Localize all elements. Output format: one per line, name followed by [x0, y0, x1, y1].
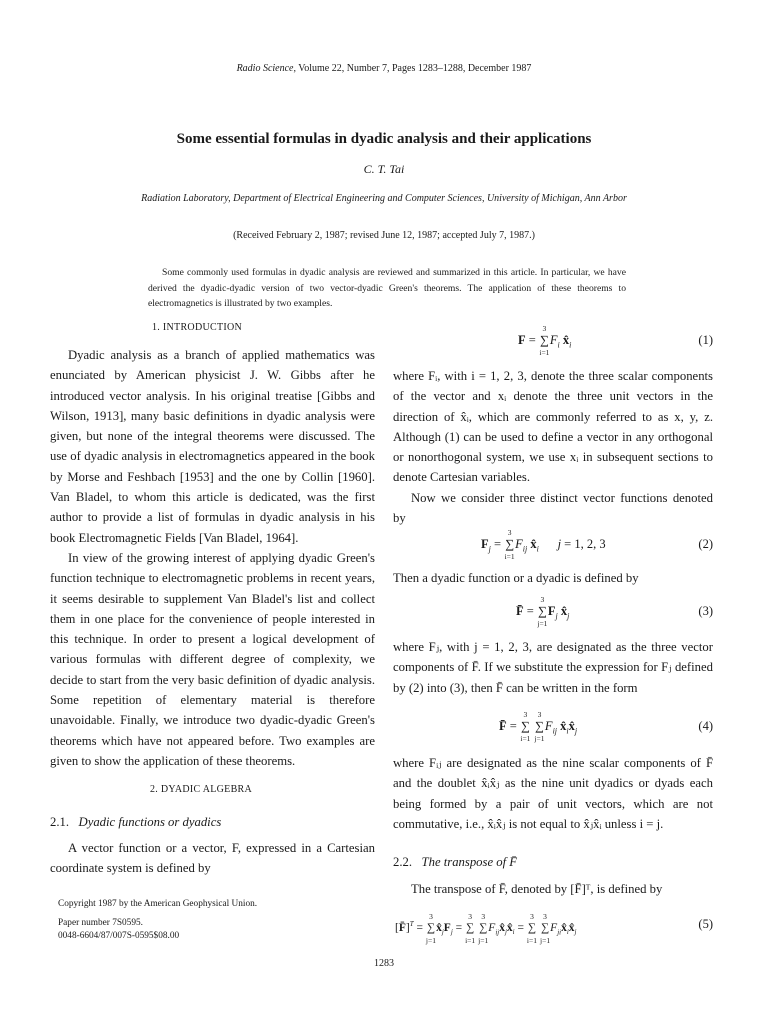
paragraph-intro-1: Dyadic analysis as a branch of applied mathematics was enunciated by American physicist J. W. Gibbs after he introduced vector analysis. In his original treatise [Gibbs and Wilson, 1913], many basic definitions in dyadic analysis were given, but none of the integral theorems were discussed. The use of dyadic analysis in electromagnetics appeared in the book by Morse and Feshbach [1953] and the one by Collin [1960]. Van Bladel, to whom this article is dedicated, was the first author to provide a list of formulas in dyadic analysis in his book Electromagnetic Fields [Van Bladel, 1964]. [50, 348, 375, 545]
paragraph-transpose: The transpose of F̄, denoted by [F̄]ᵀ, is defined by [411, 882, 663, 896]
left-column-body [50, 345, 375, 771]
right-column-body-4 [393, 753, 713, 834]
paragraph-three-functions: Now we consider three distinct vector functions denoted by [393, 490, 713, 526]
footnotes [58, 898, 378, 943]
section-heading-dyadic-algebra: 2. DYADIC ALGEBRA [150, 784, 253, 795]
equation-number: (3) [698, 604, 713, 618]
subsection-heading-2-2 [393, 855, 713, 870]
page-number: 1283 [374, 958, 394, 969]
running-head [0, 63, 768, 74]
right-column-body-3 [393, 637, 713, 698]
equation-number: (1) [698, 333, 713, 347]
equation-number: (5) [698, 917, 713, 931]
subsection-title: The transpose of F̄ [421, 855, 518, 869]
paragraph-dyadic-definition: Then a dyadic function or a dyadic is defined by [393, 571, 639, 585]
subsection-number: 2.1. [50, 815, 70, 829]
paper-number: Paper number 7S0595. [58, 918, 143, 928]
abstract: Some commonly used formulas in dyadic analysis are reviewed and summarized in this article. In particular, we have derived the dyadic-dyadic version of two vector-dyadic Green's theorems. The application of these theorems to electromagnetics is illustrated by two examples. [148, 267, 626, 309]
section-heading-introduction: 1. INTRODUCTION [152, 322, 243, 333]
subsection-number: 2.2. [393, 855, 413, 869]
right-column-body-2 [393, 568, 713, 588]
journal-name: Radio Science, [236, 63, 296, 74]
paragraph-vector-definition: A vector function or a vector, F, expressed in a Cartesian coordinate system is defined by [50, 841, 375, 876]
equation-4: F̄ = ∑ 3 i=1 ∑ 3 j=1 $F_{ij}$ $x̂_ix̂_j$ (4) [499, 710, 713, 743]
paragraph-components: where Fᵢ, with i = 1, 2, 3, denote the three scalar components of the vector and xᵢ denote the three unit vectors in the direction of x̂ᵢ, which are commonly referred to as x, y, z. Although (1) can be used to define a vector in any orthogonal or nonorthogonal system, we use xᵢ in subsequent sections to denote Cartesian variables. [393, 369, 713, 485]
subsection-heading-2-1 [50, 815, 375, 830]
equation-2: $F_j$ = ∑ 3 i=1 $F_{ij}$ $x̂_i$ j = 1, 2, 3 (2) [481, 528, 713, 561]
equation-number: (2) [698, 537, 713, 551]
journal-citation: Volume 22, Number 7, Pages 1283–1288, December 1987 [295, 63, 532, 74]
paragraph-nine-components: where Fᵢⱼ are designated as the nine scalar components of F̄ and the doublet x̂ᵢx̂ⱼ as the nine unit dyadics or dyads each being formed by a pair of unit vectors, which are not commutative, i.e., x̂ᵢx̂ⱼ is not equal to x̂ⱼx̂ᵢ unless i = j. [393, 756, 713, 831]
subsection-title: Dyadic functions or dyadics [78, 815, 222, 829]
equation-number: (4) [698, 719, 713, 733]
right-column-body-5 [393, 879, 713, 899]
received-dates: (Received February 2, 1987; revised June 12, 1987; accepted July 7, 1987.) [233, 230, 535, 241]
paper-title: Some essential formulas in dyadic analysis and their applications [176, 131, 592, 147]
right-column-body-1 [393, 366, 713, 528]
affiliation: Radiation Laboratory, Department of Electrical Engineering and Computer Sciences, University of Michigan, Ann Arbor [141, 193, 627, 204]
paragraph-intro-2: In view of the growing interest of applying dyadic Green's function technique to electromagnetic problems in recent years, it seems desirable to supplement Van Bladel's list and collect them in one place for the convenience of people interested in this technique. In order to present a logical development of various formulas with different degree of complexity, we decide to start from the very basic definition of dyadic analysis. Some repetition of elementary material is therefore unavoidable. Finally, we introduce two dyadic-dyadic Green's theorems which have not appeared before. Two examples are given to show the application of these theorems. [50, 550, 375, 768]
equation-5: [F̄]$^T$ = ∑ 3 j=1 $x̂_jF_j$ = ∑ 3 i=1 ∑ 3 j=1 $F_{ij}x̂_jx̂_i$ = ∑ 3 i=1 ∑ 3 j=1 $F_{ji}x̂_ix̂_j$ (5) [395, 911, 713, 945]
article-code: 0048-6604/87/007S-0595$08.00 [58, 931, 180, 941]
equation-1: F = ∑ 3 i=1 $F_i$ $x̂_i$ (1) [518, 324, 713, 357]
equation-3: F̄ = ∑ 3 j=1 $F_j$ $x̂_j$ (3) [516, 595, 713, 628]
left-column-body-2 [50, 838, 375, 879]
copyright-notice: Copyright 1987 by the American Geophysical Union. [58, 899, 258, 909]
paragraph-vector-components: where Fⱼ, with j = 1, 2, 3, are designated as the three vector components of F̄. If we substitute the expression for Fⱼ defined by (2) into (3), then F̄ can be written in the form [393, 640, 713, 695]
author: C. T. Tai [363, 162, 405, 176]
